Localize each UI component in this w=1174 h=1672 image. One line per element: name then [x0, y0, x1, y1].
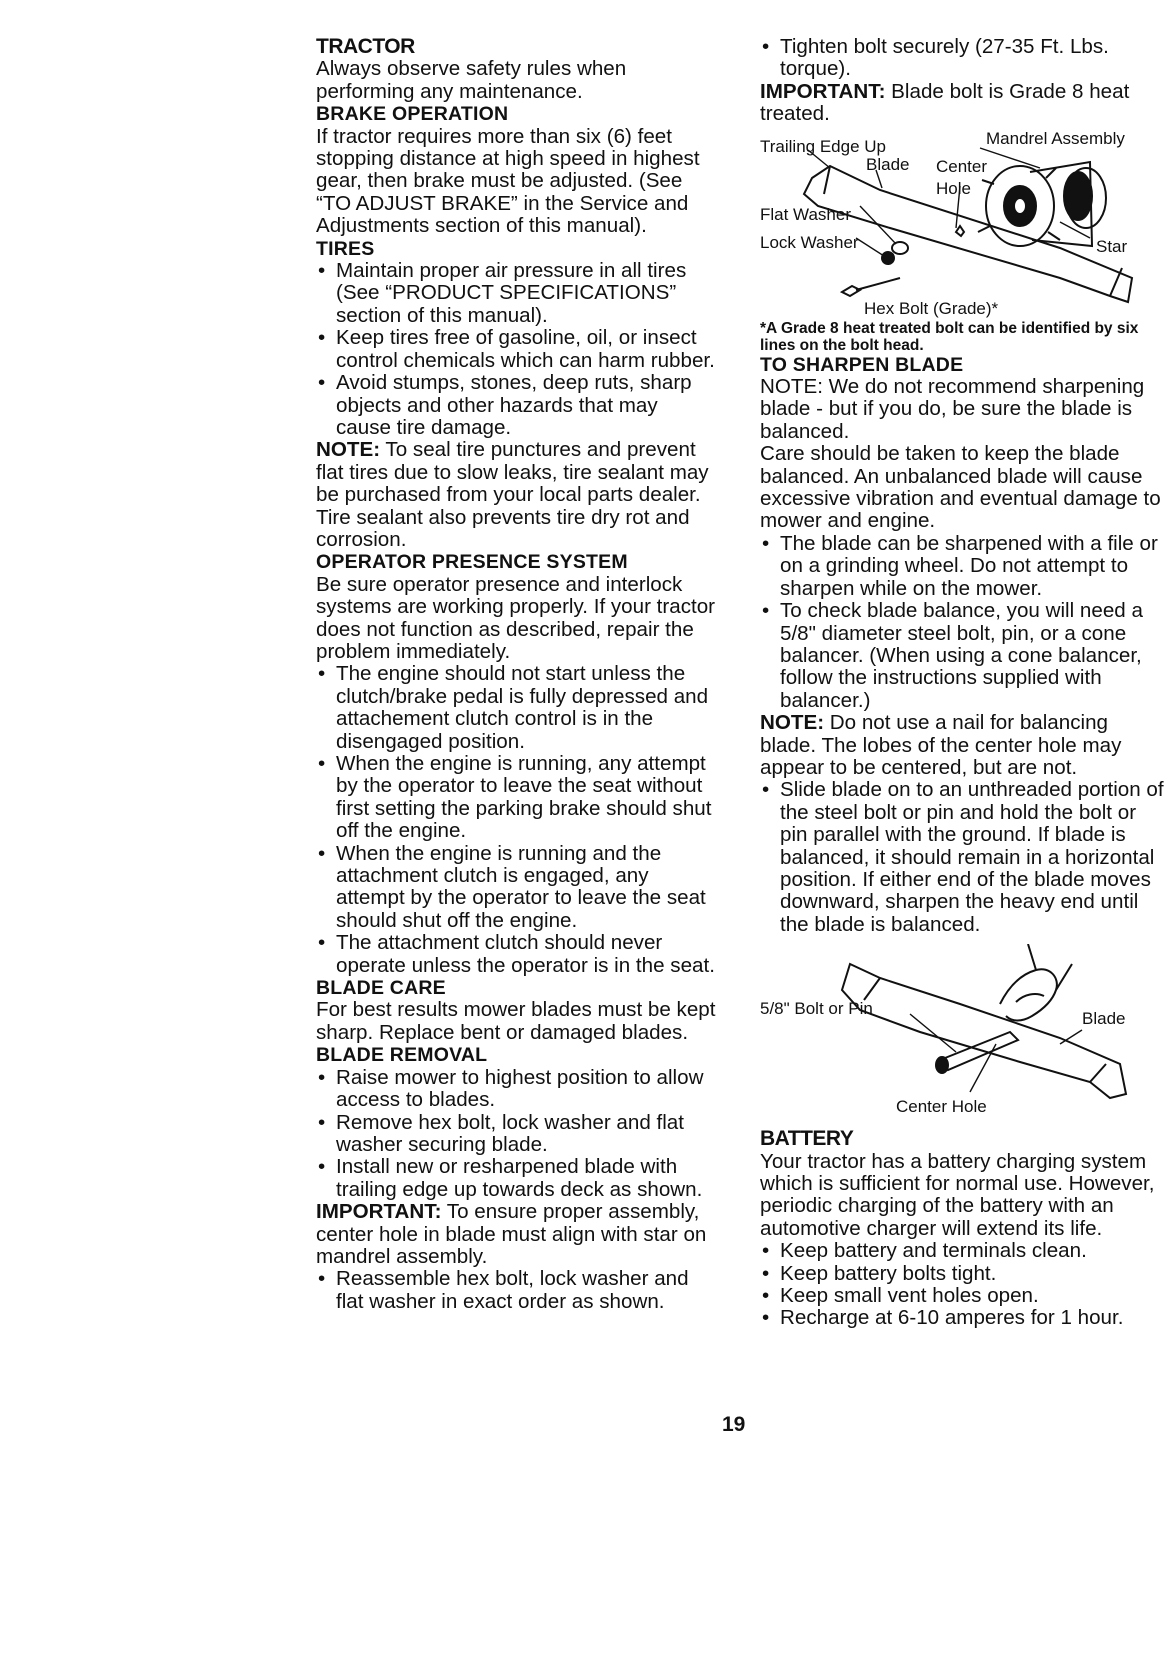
list-item: • Recharge at 6-10 amperes for 1 hour. [760, 1307, 1168, 1329]
important-text: To ensure proper assembly, center hole in blade must align with star on mandrel assembly. [316, 1200, 707, 1268]
hex-bolt-label: Hex Bolt (Grade)* [864, 298, 999, 318]
list-item: • Keep small vent holes open. [760, 1285, 1168, 1307]
important-text: Blade bolt is Grade 8 heat treated. [760, 79, 1130, 126]
center-label: Center [936, 156, 988, 176]
important-note [316, 1201, 716, 1268]
tires-heading: TIRES [316, 237, 375, 260]
operator-presence-heading: OPERATOR PRESENCE SYSTEM [316, 551, 628, 574]
operator-presence-text: Be sure operator presence and interlock systems are working properly. If your tractor does not function as described, repair the problem immediately. [316, 572, 716, 663]
balanced-blade-shape [842, 964, 1126, 1098]
balance-bolt-drawing [940, 1032, 1018, 1070]
important-grade-note [760, 81, 1168, 126]
flat-washer-label: Flat Washer [760, 204, 852, 224]
list-item: • The engine should not start unless the clutch/brake pedal is fully depressed and attachement clutch control is in the disengaged position. [316, 663, 716, 753]
left-column [316, 36, 716, 1313]
brake-operation-heading: BRAKE OPERATION [316, 103, 509, 126]
lock-washer-drawing [882, 252, 894, 264]
list-item: • Reassemble hex bolt, lock washer and flat washer in exact order as shown. [316, 1268, 716, 1313]
hex-bolt-drawing [842, 278, 900, 296]
battery-text: Your tractor has a battery charging system which is sufficient for normal use. However, periodic charging of the battery with an automotive charger will extend its life. [760, 1149, 1155, 1240]
hand-drawing [1000, 944, 1072, 1021]
center-hole-label: Center Hole [896, 1097, 987, 1117]
battery-list [760, 1240, 1168, 1330]
list-item: • Avoid stumps, stones, deep ruts, sharp objects and other hazards that may cause tire damage. [316, 372, 716, 439]
battery-heading: BATTERY [760, 1127, 854, 1151]
list-item: • When the engine is running, any attempt by the operator to leave the seat without first setting the parking brake should shut off the engine. [316, 753, 716, 843]
brake-operation-text: If tractor requires more than six (6) feet stopping distance at high speed in highest gear, then brake must be adjusted. (See “TO ADJUST BRAKE” in the Service and Adjustments section of this manual). [316, 124, 700, 238]
tires-note [316, 439, 716, 551]
lock-washer-label: Lock Washer [760, 232, 859, 252]
list-item: • Slide blade on to an unthreaded portion of the steel bolt or pin and hold the bolt or pin parallel with the ground. If blade is balanced, it should remain in a horizontal position. If either end of the blade moves downward, sharpen the heavy end until the blade is balanced. [760, 779, 1168, 936]
note-text: To seal tire punctures and prevent flat tires due to slow leaks, tire sealant may be purchased from your local parts dealer. Tire sealant also prevents tire dry rot and corrosion. [316, 438, 709, 551]
list-item: • When the engine is running and the attachment clutch is engaged, any attempt by the operator to leave the seat should shut off the engine. [316, 843, 716, 933]
blade-label: Blade [1082, 1009, 1126, 1029]
blade-care-text: For best results mower blades must be kept sharp. Replace bent or damaged blades. [316, 998, 716, 1044]
bolt-or-pin-label: 5/8" Bolt or Pin [760, 999, 873, 1019]
blade-balance-figure [760, 944, 1160, 1124]
tighten-list [760, 36, 1168, 81]
tractor-intro: Always observe safety rules when performing any maintenance. [316, 57, 627, 103]
list-item: • The blade can be sharpened with a file or on a grinding wheel. Do not attempt to sharpen while on the mower. [760, 533, 1168, 600]
page-number: 19 [722, 1413, 746, 1436]
sharpen-list [760, 533, 1168, 712]
grade-footnote: *A Grade 8 heat treated bolt can be identified by six lines on the bolt head. [760, 319, 1139, 354]
important-label: IMPORTANT: [760, 79, 886, 103]
list-item: • Keep tires free of gasoline, oil, or insect control chemicals which can harm rubber. [316, 327, 716, 372]
note-label: NOTE: [316, 438, 381, 462]
hole-label: Hole [936, 178, 971, 198]
sharpen-note: NOTE: We do not recommend sharpening blade - but if you do, be sure the blade is balanced. [760, 375, 1145, 443]
list-item: • Maintain proper air pressure in all tires (See “PRODUCT SPECIFICATIONS” section of this manual). [316, 260, 716, 327]
list-item: • Tighten bolt securely (27-35 Ft. Lbs. torque). [760, 36, 1168, 81]
list-item: • Keep battery and terminals clean. [760, 1240, 1168, 1262]
blade-care-heading: BLADE CARE [316, 977, 446, 1000]
flat-washer-drawing [892, 242, 908, 254]
nail-note [760, 712, 1168, 779]
right-column [760, 36, 1168, 1330]
important-label: IMPORTANT: [316, 1200, 442, 1224]
blade-removal-heading: BLADE REMOVAL [316, 1044, 488, 1067]
tires-list [316, 260, 716, 439]
list-item: • Raise mower to highest position to allow access to blades. [316, 1067, 716, 1112]
mandrel-assembly-label: Mandrel Assembly [986, 128, 1125, 148]
sharpen-care-text: Care should be taken to keep the blade balanced. An unbalanced blade will cause excessive vibration and eventual damage to mower and engine. [760, 442, 1161, 533]
star-label: Star [1096, 236, 1128, 256]
reassemble-list [316, 1268, 716, 1313]
note-label: NOTE: [760, 711, 825, 735]
list-item: • Install new or resharpened blade with trailing edge up towards deck as shown. [316, 1156, 716, 1201]
blade-assembly-figure [760, 128, 1160, 318]
trailing-edge-label: Trailing Edge Up [760, 136, 886, 156]
sharpen-blade-heading: TO SHARPEN BLADE [760, 353, 964, 376]
list-item: • The attachment clutch should never operate unless the operator is in the seat. [316, 932, 716, 977]
mandrel-assembly-drawing [978, 162, 1106, 246]
star-shape [956, 226, 964, 236]
list-item: • Remove hex bolt, lock washer and flat washer securing blade. [316, 1112, 716, 1157]
note-text: Do not use a nail for balancing blade. The lobes of the center hole may appear to be centered, but are not. [760, 711, 1122, 779]
slide-list [760, 779, 1168, 936]
operator-presence-list [316, 663, 716, 977]
blade-removal-list [316, 1067, 716, 1201]
list-item: • Keep battery bolts tight. [760, 1263, 1168, 1285]
blade-label: Blade [866, 154, 910, 174]
tractor-heading: TRACTOR [316, 35, 415, 58]
list-item: • To check blade balance, you will need a 5/8" diameter steel bolt, pin, or a cone balancer. (When using a cone balancer, follow the instructions supplied with balancer.) [760, 600, 1168, 712]
